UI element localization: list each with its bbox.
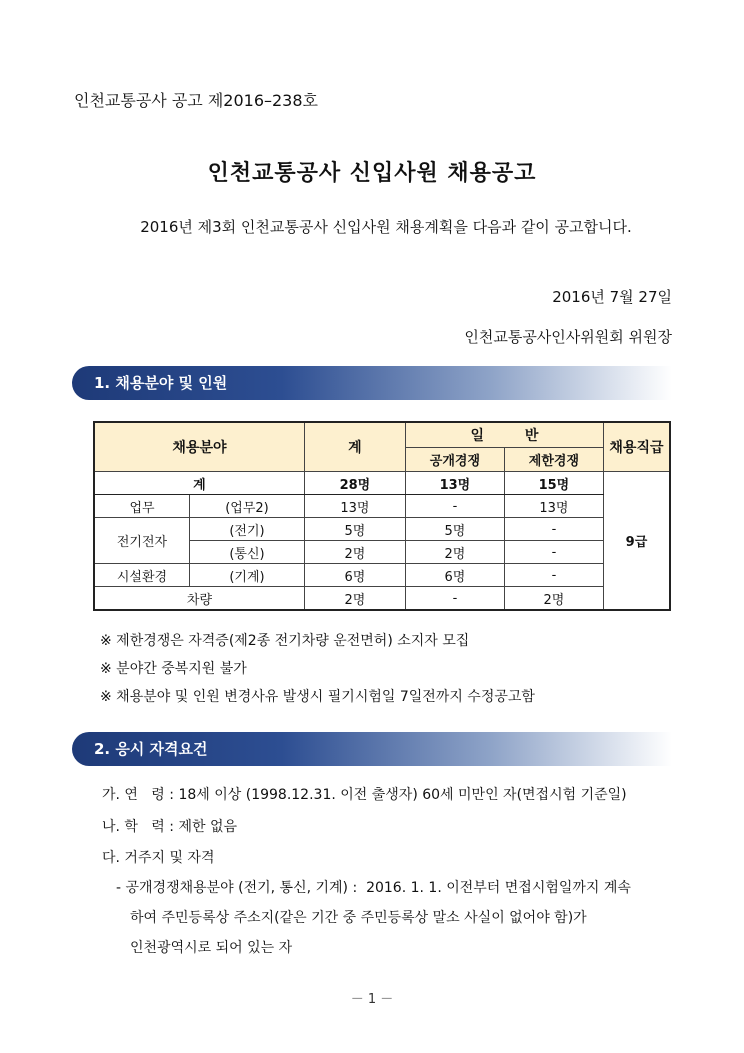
table-row <box>94 518 670 541</box>
subfield-cell: (업무2) <box>190 495 305 518</box>
total-cell: 2명 <box>304 541 405 564</box>
limited-cell: 2명 <box>504 587 603 611</box>
section-header-qualifications: 2. 응시 자격요건 <box>72 732 672 766</box>
notice-date: 2016년 7월 27일 <box>552 288 672 306</box>
open-cell: 5명 <box>405 518 504 541</box>
intro-text: 2016년 제3회 인천교통공사 신입사원 채용계획을 다음과 같이 공고합니다. <box>140 218 632 236</box>
limited-cell: - <box>504 541 603 564</box>
page-number: － 1 － <box>350 992 394 1007</box>
table-row <box>94 564 670 587</box>
limited-cell: - <box>504 518 603 541</box>
header-limited-competition: 제한경쟁 <box>504 447 603 471</box>
total-label: 계 <box>94 472 304 495</box>
field-cell: 업무 <box>94 495 190 518</box>
qualification-residence: 다. 거주지 및 자격 <box>102 850 215 866</box>
total-cell: 13명 <box>304 495 405 518</box>
residence-detail-line: - 공개경쟁채용분야 (전기, 통신, 기계) : 2016. 1. 1. 이전부터 면접시험일까지 계속 <box>116 880 631 896</box>
document-title: 인천교통공사 신입사원 채용공고 <box>207 161 537 186</box>
subfield-cell: (통신) <box>190 541 305 564</box>
signer: 인천교통공사인사위원회 위원장 <box>464 328 672 346</box>
table-row <box>94 495 670 518</box>
note-changes: ※ 채용분야 및 인원 변경사유 발생시 필기시험일 7일전까지 수정공고함 <box>100 689 535 705</box>
limited-cell: 13명 <box>504 495 603 518</box>
subfield-cell: (전기) <box>190 518 305 541</box>
header-general: 일 반 <box>405 422 603 447</box>
limited-cell: - <box>504 564 603 587</box>
header-grade: 채용직급 <box>603 422 670 472</box>
subfield-cell: (기계) <box>190 564 305 587</box>
header-open-competition: 공개경쟁 <box>405 447 504 471</box>
table-row-total <box>94 472 670 495</box>
notice-number: 인천교통공사 공고 제2016–238호 <box>74 91 318 110</box>
open-cell: 2명 <box>405 541 504 564</box>
total-cell: 5명 <box>304 518 405 541</box>
recruitment-table <box>93 421 671 611</box>
residence-detail-line: 인천광역시로 되어 있는 자 <box>130 940 293 956</box>
table-row <box>94 587 670 611</box>
note-no-duplicate: ※ 분야간 중복지원 불가 <box>100 661 247 677</box>
open-cell: - <box>405 495 504 518</box>
total-count: 28명 <box>304 472 405 495</box>
qualification-age: 가. 연 령 : 18세 이상 (1998.12.31. 이전 출생자) 60세 미만인 자(면접시험 기준일) <box>102 787 627 803</box>
qualification-education: 나. 학 력 : 제한 없음 <box>102 819 237 835</box>
residence-detail-line: 하여 주민등록상 주소지(같은 기간 중 주민등록상 말소 사실이 없어야 함)가 <box>130 910 587 926</box>
total-cell: 2명 <box>304 587 405 611</box>
open-cell: 6명 <box>405 564 504 587</box>
total-open: 13명 <box>405 472 504 495</box>
open-cell: - <box>405 587 504 611</box>
total-cell: 6명 <box>304 564 405 587</box>
field-cell: 차량 <box>94 587 304 611</box>
section-header-positions: 1. 채용분야 및 인원 <box>72 366 672 400</box>
header-total: 계 <box>304 422 405 472</box>
header-field: 채용분야 <box>94 422 304 472</box>
field-cell: 전기전자 <box>94 518 190 564</box>
grade-cell: 9급 <box>603 472 670 611</box>
total-limited: 15명 <box>504 472 603 495</box>
note-limited-competition: ※ 제한경쟁은 자격증(제2종 전기차량 운전면허) 소지자 모집 <box>100 633 470 649</box>
field-cell: 시설환경 <box>94 564 190 587</box>
